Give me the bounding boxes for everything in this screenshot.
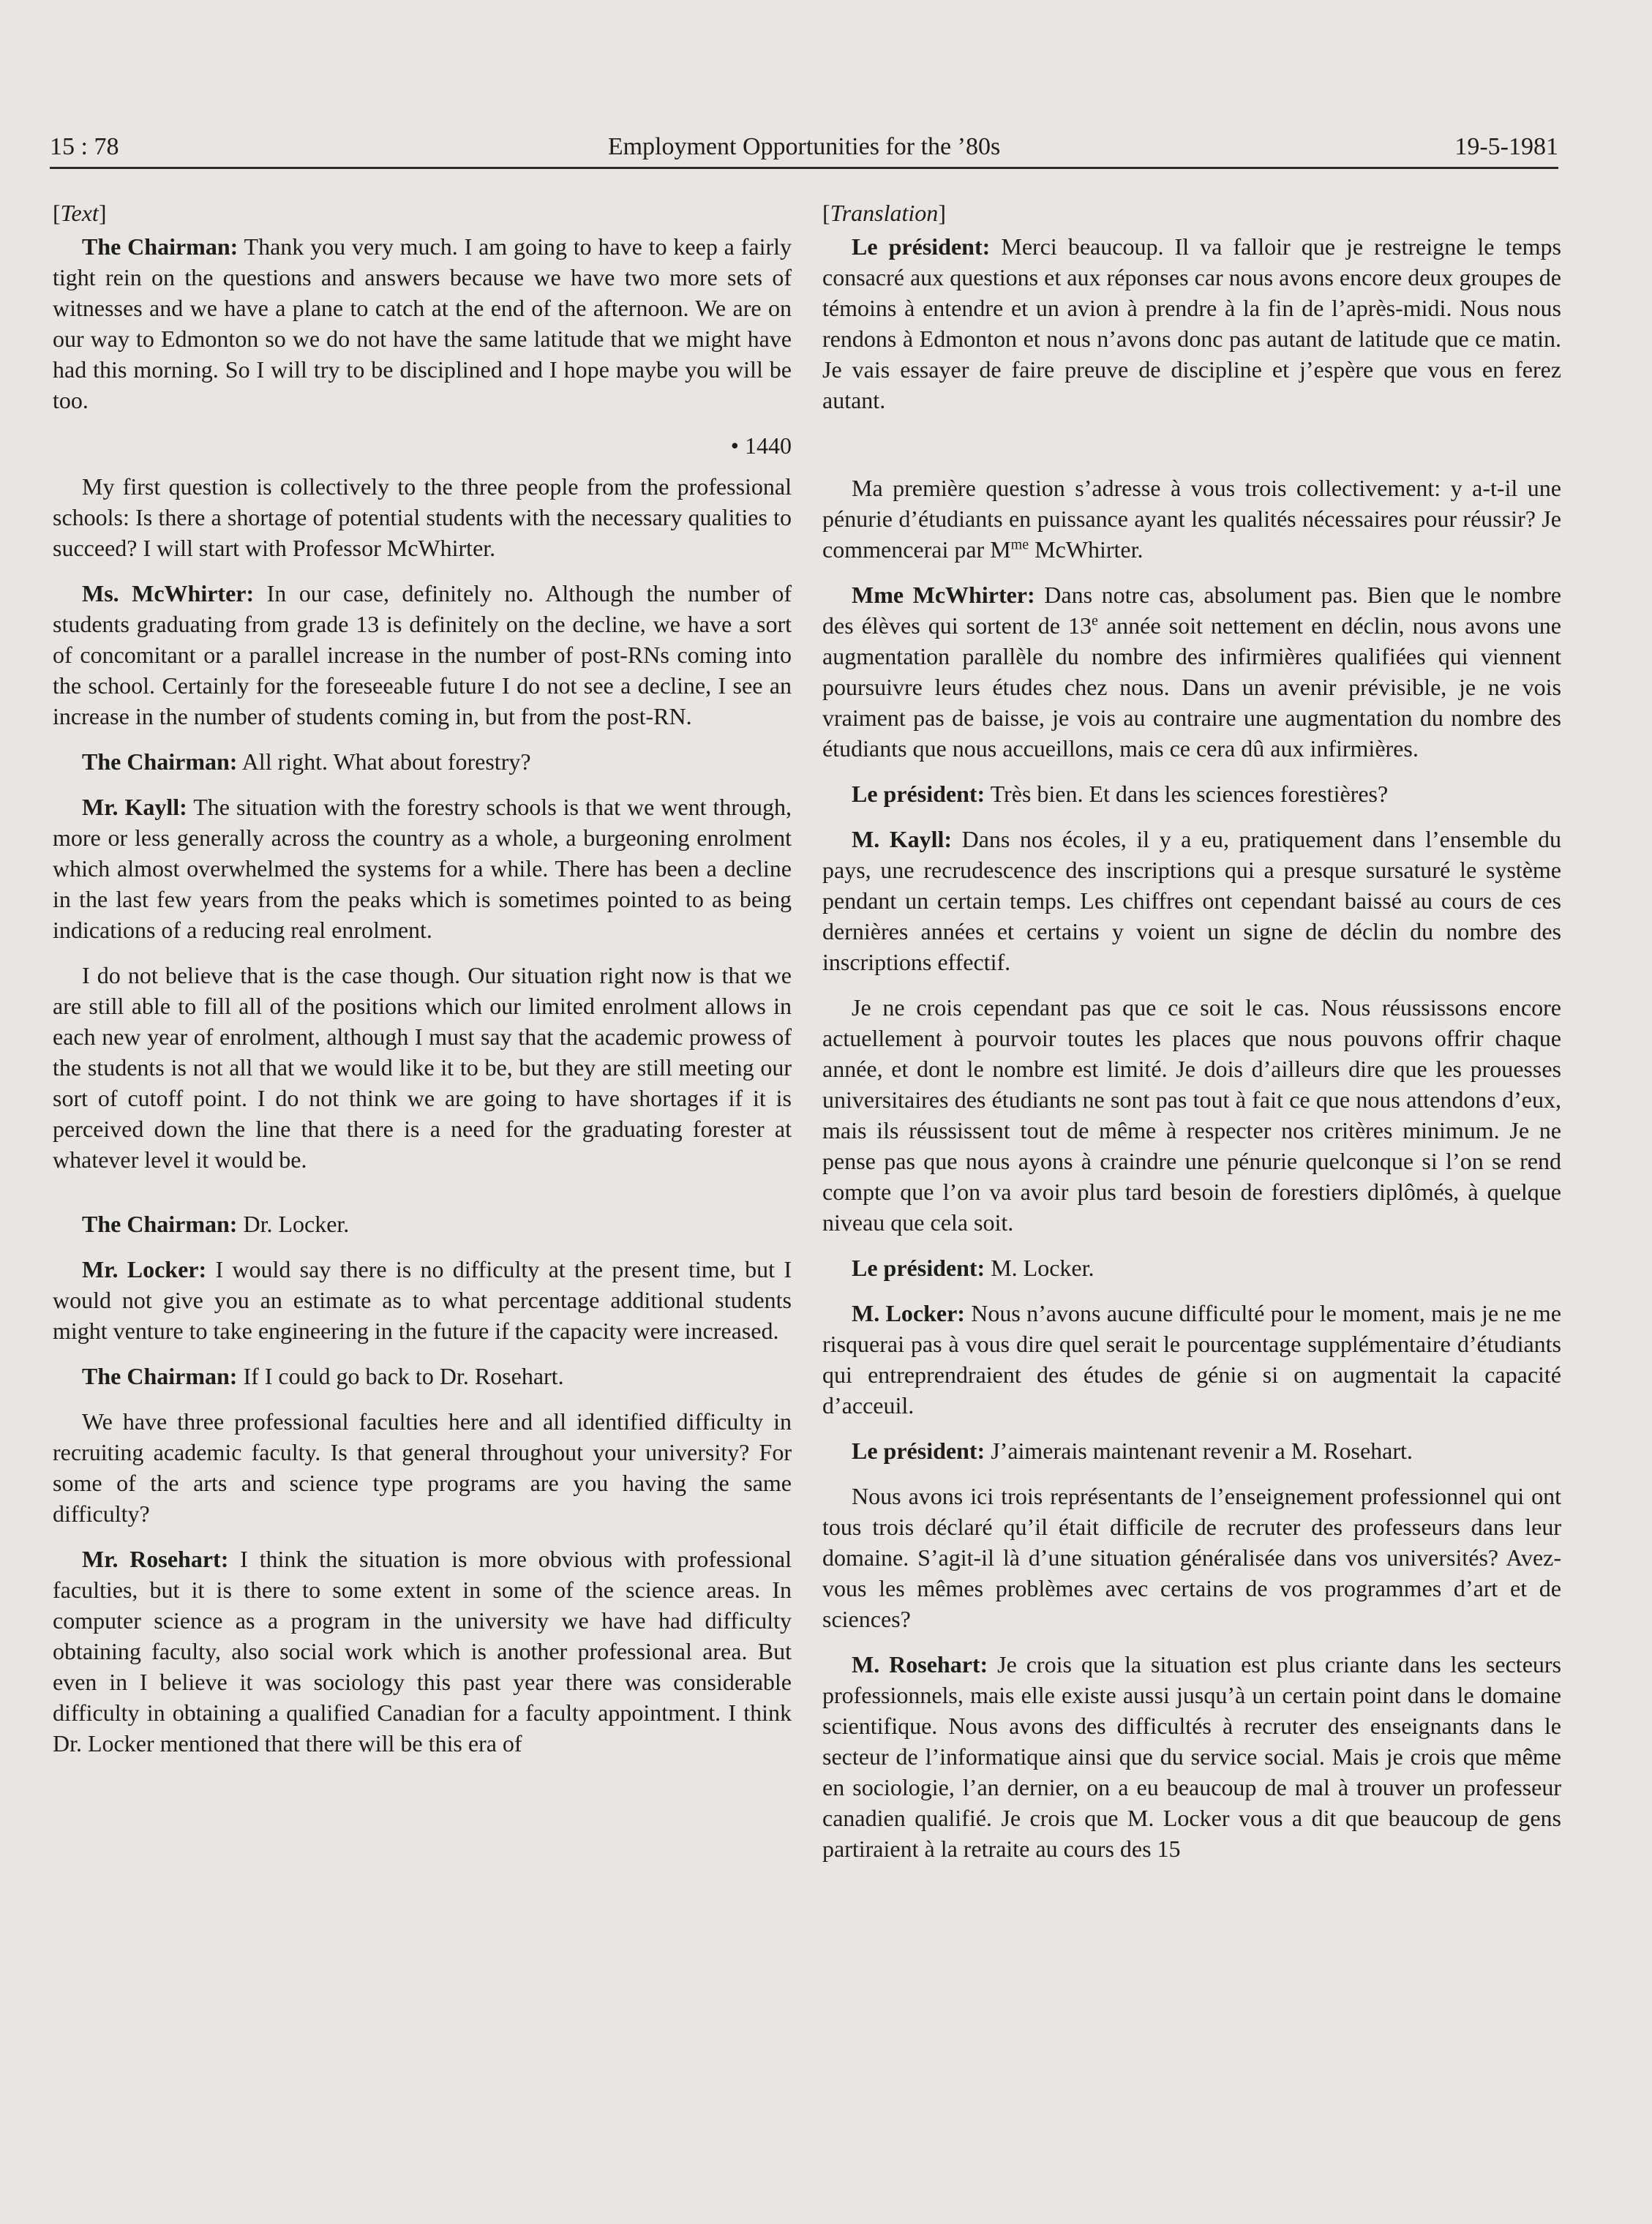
paragraph-chairman-1 bbox=[53, 231, 792, 416]
speech-text: Dr. Locker. bbox=[237, 1211, 350, 1237]
paragraph-mcwhirter bbox=[53, 578, 792, 732]
french-column bbox=[822, 198, 1561, 1879]
speech-text: In our case, definitely no. Although the number of students graduating from grade 13 is definitely on the decline, we have a sort of concomitant or a parallel increase in the number of post-RNs coming into the school. Certainly for the foreseeable future I do not see a decline, I see an increase in the number of students coming in, but from the post-RN. bbox=[53, 580, 792, 729]
speech-text: Je crois que la situation est plus criante dans les secteurs professionnels, mais elle existe aussi jusqu’à un certain point dans le domaine scientifique. Nous avons des difficultés à recruter des enseignants dans le secteur de l’informatique ainsi que du service social. Mais je crois que même en sociologie, l’an dernier, on a eu beaucoup de mal à trouver un professeur canadien qualifié. Je crois que M. Locker vous a dit que beaucoup de gens partiraient à la retraite au cours des 15 bbox=[822, 1651, 1562, 1862]
paragraph-question: My first question is collectively to the three people from the professional schools: Is there a shortage of potential students with the necessary qualities to succeed? I will start with Professor McWhirter. bbox=[53, 473, 792, 561]
paragraph-chairman-2 bbox=[53, 746, 792, 777]
speech-text: Dans nos écoles, il y a eu, pratiquement dans l’ensemble du pays, une recrudescence des inscriptions qui a presque sursaturé le système pendant un certain temps. Les chiffres ont cependant baissé au cours de ces dernières années et certains y voient un signe de déclin du nombre des inscriptions effectif. bbox=[822, 826, 1562, 975]
speech-text: Thank you very much. I am going to have to keep a fairly tight rein on the questions and answers because we have two more sets of witnesses and we have a plane to catch at the end of the afternoon. We are on our way to Edmonton so we do not have the same latitude that we might have had this morning. So I will try to be disciplined and I hope maybe you will be too. bbox=[53, 233, 792, 413]
speech-text: I think the situation is more obvious with professional faculties, but it is there to some extent in some of the science areas. In computer science as a program in the university we have had difficulty obtaining faculty, also social work which is another professional area. But even in I believe it was sociology this past year there was considerable difficulty in obtaining a qualified Canadian for a faculty appointment. I think Dr. Locker mentioned that there will be this era of bbox=[53, 1546, 792, 1757]
paragraph-chairman-3 bbox=[53, 1209, 792, 1239]
speaker-name: Mr. Rosehart: bbox=[82, 1546, 229, 1572]
paragraph-rosehart-fr bbox=[822, 1649, 1561, 1864]
speech-text: I would say there is no difficulty at the present time, but I would not give you an estimate as to what percentage additional students might venture to take engineering in the future if the capacity were increased. bbox=[53, 1256, 792, 1344]
paragraph-kayll-fr bbox=[822, 824, 1561, 977]
speaker-name: The Chairman: bbox=[82, 1211, 238, 1237]
speech-text: Merci beaucoup. Il va falloir que je restreigne le temps consacré aux questions et aux réponses car nous avons encore deux groupes de témoins à entendre et un avion à prendre à la fin de l’après-midi. Nous nous rendons à Edmonton et nous n’avons donc pas autant de latitude que ce matin. Je vais essayer de faire preuve de discipline et j’espère que vous en ferez autant. bbox=[822, 233, 1561, 413]
speaker-name: Mme McWhirter: bbox=[852, 582, 1035, 608]
speaker-name: The Chairman: bbox=[82, 233, 239, 260]
paragraph-locker bbox=[53, 1254, 792, 1346]
paragraph-president-3 bbox=[822, 1252, 1561, 1283]
paragraph-mcwhirter-fr: Mme McWhirter: Dans notre cas, absolument pas. Bien que le nombre des élèves qui sortent de 13e année soit nettement en déclin, nous avons une augmentation parallèle du nombre des infirmières qualifiées qui viennent poursuivre leurs études chez nous. Dans un avenir prévisible, je ne vois vraiment pas de baisse, je vois au contraire une augmentation du nombre des étudiants que nous accueillons, mais ce cera dû aux infirmières. bbox=[822, 582, 1562, 762]
speech-text: Très bien. Et dans les sciences forestières? bbox=[985, 781, 1389, 807]
speaker-name: Le président: bbox=[852, 1255, 985, 1281]
speaker-name: Le président: bbox=[852, 781, 985, 807]
section-tag-translation: [Translation] bbox=[822, 200, 946, 226]
paragraph-question-fr: Ma première question s’adresse à vous trois collectivement: y a-t-il une pénurie d’étudiants en puissance ayant les qualités nécessaires pour réussir? Je commencerai par $M^{me}$ McWhirter. bbox=[822, 475, 1561, 563]
time-marker: • 1440 bbox=[730, 432, 792, 459]
page-header bbox=[50, 123, 1558, 169]
speaker-name: Mr. Kayll: bbox=[82, 794, 187, 820]
speaker-name: M. Rosehart: bbox=[852, 1651, 988, 1678]
paragraph-president-4 bbox=[822, 1435, 1561, 1466]
paragraph-kayll bbox=[53, 792, 792, 945]
speech-text: J’aimerais maintenant revenir a M. Rosehart. bbox=[985, 1438, 1413, 1464]
header-date: 19-5-1981 bbox=[1454, 133, 1558, 160]
paragraph-president-4-cont: Nous avons ici trois représentants de l’enseignement professionnel qui ont tous trois déclaré qu’il était difficile de recruter des professeurs dans leur domaine. S’agit-il là d’une situation généralisée dans vos universités? Avez-vous les mêmes problèmes avec certains de vos programmes d’art et de sciences? bbox=[822, 1483, 1561, 1632]
speaker-name: Le président: bbox=[852, 1438, 985, 1464]
paragraph-kayll-cont: I do not believe that is the case though. Our situation right now is that we are still able to fill all of the positions which our limited enrolment allows in each new year of enrolment, although I must say that the academic prowess of the students is not all that we would like it to be, but they are still meeting our sort of cutoff point. I do not think we are going to have shortages if it is perceived down the line that there is a need for the graduating forester at whatever level it would be. bbox=[53, 962, 792, 1173]
speaker-name: M. Locker: bbox=[852, 1300, 965, 1326]
section-tag-text: [Text] bbox=[53, 200, 107, 226]
paragraph-chairman-4 bbox=[53, 1361, 792, 1391]
speaker-name: Mr. Locker: bbox=[82, 1256, 207, 1282]
speech-text: If I could go back to Dr. Rosehart. bbox=[237, 1363, 564, 1389]
speaker-name: Ms. McWhirter: bbox=[82, 580, 255, 606]
speaker-name: The Chairman: bbox=[82, 748, 238, 775]
running-title: Employment Opportunities for the ’80s bbox=[607, 133, 1001, 160]
paragraph-president-2 bbox=[822, 778, 1561, 809]
page-number: 15 : 78 bbox=[50, 133, 119, 160]
speech-text: The situation with the forestry schools is that we went through, more or less generally across the country as a whole, a burgeoning enrolment which almost overwhelmed the systems for a while. There has been a decline in the last few years from the peaks which is sometimes pointed to as being indications of a reducing real enrolment. bbox=[53, 794, 792, 943]
speech-text: M. Locker. bbox=[985, 1255, 1095, 1281]
paragraph-president-1 bbox=[822, 231, 1561, 416]
english-column bbox=[53, 198, 792, 1773]
paragraph-locker-fr bbox=[822, 1298, 1561, 1421]
speaker-name: M. Kayll: bbox=[852, 826, 953, 852]
paragraph-chairman-4-cont: We have three professional faculties here and all identified difficulty in recruiting academic faculty. Is that general throughout your university? For some of the arts and science type programs are you having the same difficulty? bbox=[53, 1408, 792, 1527]
speaker-name: Le président: bbox=[852, 233, 991, 260]
paragraph-kayll-fr-cont: Je ne crois cependant pas que ce soit le cas. Nous réussissons encore actuellement à pourvoir toutes les places que nous pouvons offrir chaque année, et dont le nombre est limité. Je dois d’ailleurs dire que les prouesses universitaires des étudiants ne sont pas tout à fait ce que nous attendons d’eux, mais ils réussissent tout de même à respecter nos critères minimum. Je ne pense pas que nous ayons à craindre une pénurie quelconque si l’on se rend compte que l’on va avoir plus tard besoin de forestiers diplômés, à quelque niveau que cela soit. bbox=[822, 994, 1561, 1236]
speech-text: All right. What about forestry? bbox=[237, 748, 531, 775]
speaker-name: The Chairman: bbox=[82, 1363, 238, 1389]
speech-text: Nous n’avons aucune difficulté pour le moment, mais je ne me risquerai pas à vous dire quel serait le pourcentage supplémentaire d’étudiants qui entreprendraient des études de génie si on augmentait la capacité d’acceuil. bbox=[822, 1300, 1561, 1419]
paragraph-rosehart bbox=[53, 1544, 792, 1759]
